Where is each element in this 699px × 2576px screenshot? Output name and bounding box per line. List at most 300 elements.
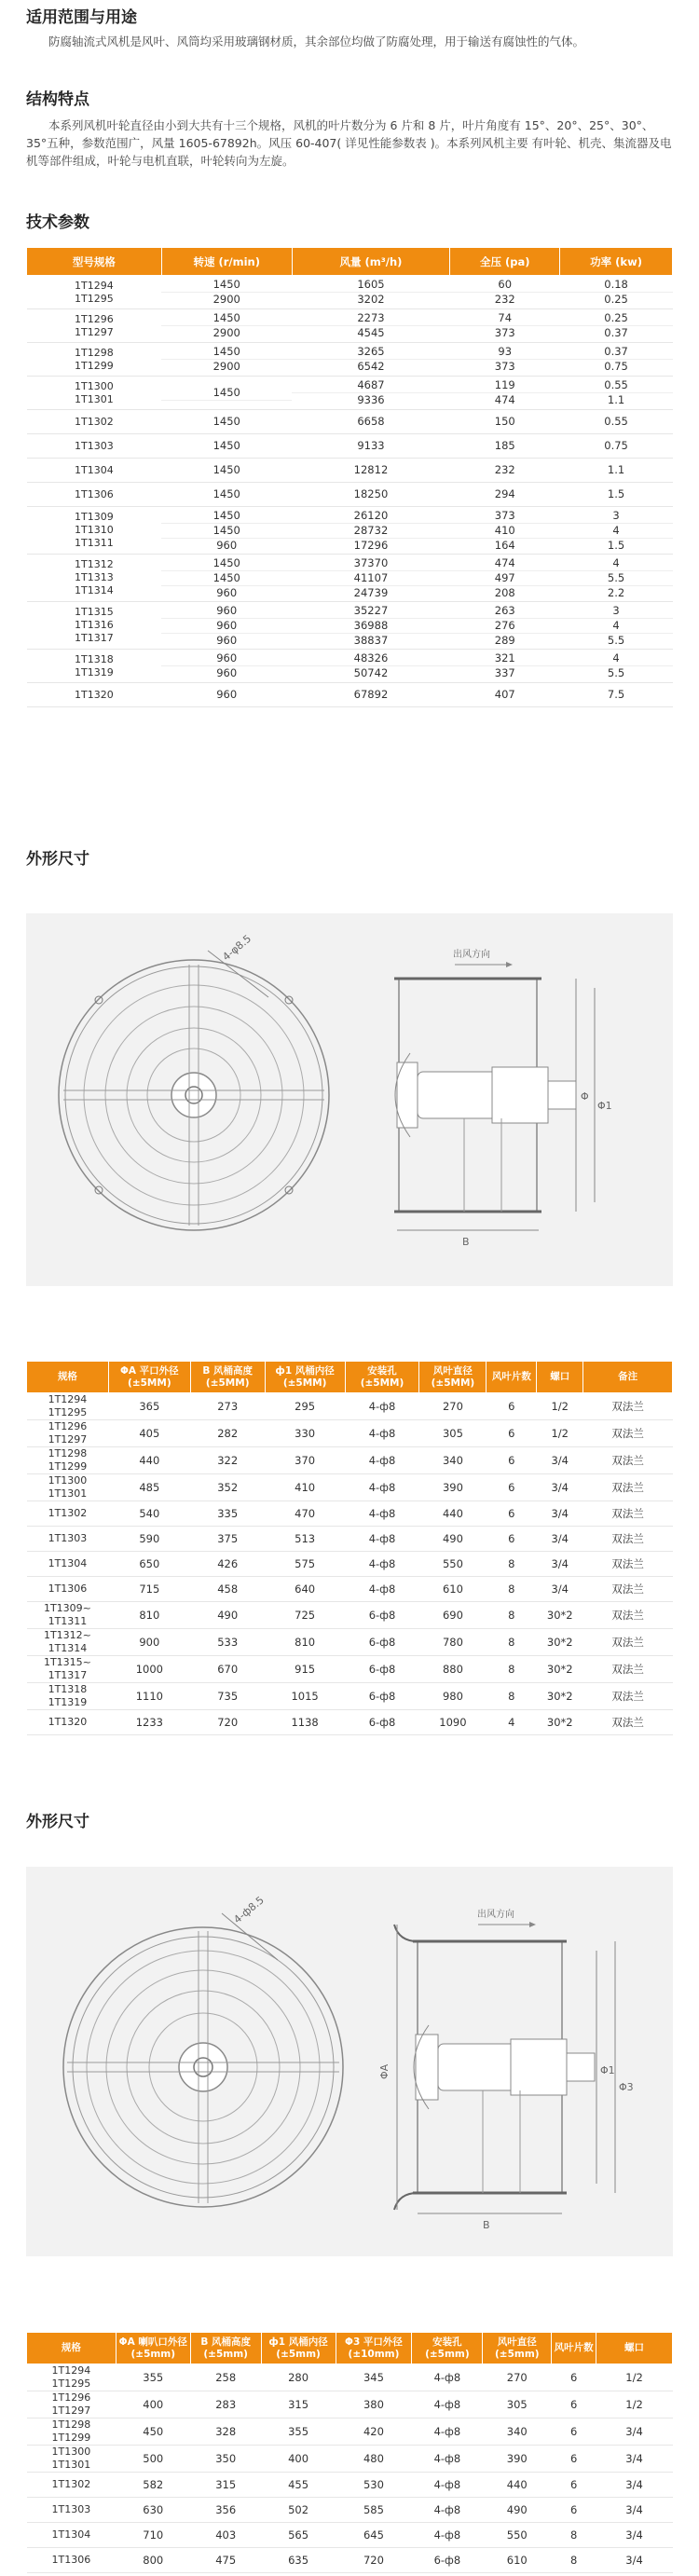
value-line: 150 (494, 415, 515, 428)
value-cell (161, 555, 292, 602)
model-cell (27, 1602, 109, 1629)
value-cell: 1090 (419, 1710, 487, 1735)
model-name: 1T1306 (48, 1583, 88, 1595)
value-cell: 490 (483, 2498, 552, 2523)
value-cell: 4-ф8 (412, 2498, 483, 2523)
value-line: 960 (216, 633, 238, 647)
flow-label-1: 出风方向 (453, 950, 490, 960)
model-name: 1T1299 (75, 359, 114, 372)
model-cell (27, 377, 162, 410)
value-cell (161, 683, 292, 707)
value-cell: 400 (116, 2391, 190, 2418)
value-cell (161, 650, 292, 683)
value-cell: 780 (419, 1629, 487, 1656)
value-cell: 6-ф8 (412, 2548, 483, 2573)
value-cell: 630 (116, 2498, 190, 2523)
value-line: 960 (161, 651, 292, 666)
value-line: 119 (450, 378, 560, 393)
model-name: 1T1306 (51, 2554, 91, 2566)
dim_table2-header-cell: 规格 (27, 2333, 116, 2364)
value-cell: 双法兰 (583, 1501, 673, 1527)
fan-drawing-1-svg (26, 913, 673, 1286)
model-cell (27, 2446, 116, 2473)
table-row (27, 1474, 673, 1501)
value-line: 1450 (161, 345, 292, 360)
value-line: 38837 (353, 633, 389, 647)
value-cell: 490 (190, 1602, 265, 1629)
value-cell (450, 683, 560, 707)
value-cell (450, 507, 560, 555)
value-cell: 645 (336, 2523, 412, 2548)
table-row (27, 2364, 673, 2391)
table-row (27, 2473, 673, 2498)
value-line: 93 (450, 345, 560, 360)
value-cell: 双法兰 (583, 1577, 673, 1602)
value-cell: 8 (487, 1683, 537, 1710)
value-cell (161, 343, 292, 377)
value-cell (292, 483, 450, 507)
value-cell: 720 (336, 2548, 412, 2573)
model-cell (27, 683, 162, 707)
value-line: 36988 (292, 619, 450, 634)
model-name: 1T1302 (75, 415, 114, 428)
value-cell (450, 459, 560, 483)
model-name: 1T1310 (75, 524, 114, 536)
value-cell: 6 (552, 2473, 596, 2498)
value-line: 1450 (212, 415, 240, 428)
value-cell: 500 (116, 2446, 190, 2473)
value-cell: 470 (265, 1501, 345, 1527)
value-cell: 1000 (108, 1656, 190, 1683)
value-cell: 380 (336, 2391, 412, 2418)
fan-side-view (394, 948, 612, 1248)
value-cell: 4-ф8 (412, 2523, 483, 2548)
value-line: 185 (494, 439, 515, 452)
table-row (27, 1577, 673, 1602)
value-cell: 4-ф8 (412, 2446, 483, 2473)
value-line: 2900 (212, 293, 240, 306)
value-line: 37370 (292, 556, 450, 571)
value-cell: 双法兰 (583, 1447, 673, 1474)
value-line: 1450 (161, 311, 292, 326)
value-line: 474 (494, 393, 515, 406)
value-cell: 4-ф8 (345, 1420, 419, 1447)
tech-table (26, 247, 673, 707)
value-line: 294 (494, 487, 515, 500)
table-row (27, 343, 673, 377)
model-cell (27, 1420, 109, 1447)
value-cell (450, 434, 560, 459)
model-name: 1T1295 (48, 1406, 88, 1418)
phia-label-2: ΦA (378, 2063, 391, 2079)
model-name: 1T1296 (48, 1420, 88, 1432)
value-cell: 3/4 (596, 2446, 673, 2473)
value-line: 6658 (357, 415, 385, 428)
usage-title: 适用范围与用途 (26, 8, 137, 27)
value-cell: 双法兰 (583, 1710, 673, 1735)
value-cell: 3/4 (537, 1447, 583, 1474)
dim_table1-header-cell: 风叶直径 (±5MM) (419, 1362, 487, 1393)
model-name: 1T1302 (48, 1507, 88, 1519)
value-cell: 315 (261, 2391, 336, 2418)
value-cell (560, 309, 673, 343)
value-line: 1450 (161, 524, 292, 539)
value-cell (560, 276, 673, 309)
dim_table1-header-cell: 螺口 (537, 1362, 583, 1393)
value-cell: 双法兰 (583, 1629, 673, 1656)
tech-header-cell: 转速 (r/min) (161, 248, 292, 276)
value-line: 276 (450, 619, 560, 634)
value-cell: 3/4 (537, 1474, 583, 1501)
value-cell: 4-ф8 (345, 1527, 419, 1552)
value-cell: 426 (190, 1552, 265, 1577)
value-line: 3 (560, 604, 673, 619)
value-cell: 双法兰 (583, 1552, 673, 1577)
fan-drawing-1 (26, 913, 673, 1286)
value-cell: 3/4 (537, 1577, 583, 1602)
value-line: 474 (450, 556, 560, 571)
value-line: 960 (216, 538, 238, 552)
value-line: 497 (450, 571, 560, 586)
value-line: 410 (450, 524, 560, 539)
structure-title: 结构特点 (26, 90, 89, 109)
model-name: 1T1318 (75, 652, 114, 665)
value-line: 0.18 (560, 278, 673, 293)
value-line: 5.5 (560, 571, 673, 586)
model-name: 1T1311 (75, 537, 114, 549)
table-row (27, 1393, 673, 1420)
value-cell: 390 (419, 1474, 487, 1501)
model-name: 1T1303 (51, 2503, 91, 2515)
value-cell (450, 309, 560, 343)
value-cell: 4-ф8 (345, 1447, 419, 1474)
model-cell (27, 1447, 109, 1474)
value-cell: 400 (261, 2446, 336, 2473)
model-name: 1T1294 (75, 279, 114, 292)
model-cell (27, 1656, 109, 1683)
value-cell (560, 483, 673, 507)
dim_table1-header-cell: 备注 (583, 1362, 673, 1393)
model-name: 1T1304 (51, 2528, 91, 2541)
value-line: 2273 (292, 311, 450, 326)
tech-header-cell: 功率 (kw) (560, 248, 673, 276)
model-name: 1T1294 (48, 1393, 88, 1405)
value-cell: 322 (190, 1447, 265, 1474)
value-cell: 735 (190, 1683, 265, 1710)
model-cell (27, 1710, 109, 1735)
model-name: 1T1319 (48, 1696, 88, 1708)
value-line: 74 (450, 311, 560, 326)
value-cell: 4 (487, 1710, 537, 1735)
value-cell: 4-ф8 (345, 1552, 419, 1577)
value-cell: 715 (108, 1577, 190, 1602)
value-cell (292, 434, 450, 459)
dim-table-2 (26, 2332, 673, 2573)
value-cell: 3/4 (537, 1527, 583, 1552)
value-line: 4545 (357, 326, 385, 339)
value-line: 2.2 (607, 585, 625, 599)
value-line: 9336 (357, 393, 385, 406)
value-cell: 1233 (108, 1710, 190, 1735)
value-cell (161, 309, 292, 343)
structure-text: 本系列风机叶轮直径由小到大共有十三个规格，风机的叶片数分为 6 片和 8 片，叶片角度有 15°、20°、25°、30°、35°五种，参数范围广，风量 1605-67892h。风压 60-407( 详见性能参数表 )。本系列风机主要 有叶轮、机壳、集流器及电机等部件组成，叶轮与电机直联，叶轮转向为左旋。 (26, 118, 672, 168)
value-cell (161, 276, 292, 309)
value-cell: 双法兰 (583, 1602, 673, 1629)
value-cell: 540 (108, 1501, 190, 1527)
value-line: 35227 (292, 604, 450, 619)
dim_table2-header-cell: ΦA 喇叭口外径 (±5mm) (116, 2333, 190, 2364)
value-cell: 8 (487, 1577, 537, 1602)
model-name: 1T1300 (75, 379, 114, 392)
value-cell: 365 (108, 1393, 190, 1420)
value-cell: 270 (419, 1393, 487, 1420)
value-cell (560, 650, 673, 683)
model-cell (27, 309, 162, 343)
dim_table1-header-cell: B 风桶高度 (±5MM) (190, 1362, 265, 1393)
model-cell (27, 2548, 116, 2573)
table-row (27, 276, 673, 309)
model-cell (27, 1552, 109, 1577)
value-line: 1.5 (607, 538, 625, 552)
value-cell (292, 309, 450, 343)
dim_table1-header-cell: 风叶片数 (487, 1362, 537, 1393)
value-cell: 6 (552, 2364, 596, 2391)
value-cell: 1015 (265, 1683, 345, 1710)
value-line: 4 (560, 619, 673, 634)
model-cell (27, 1393, 109, 1420)
value-cell (292, 377, 450, 410)
value-cell (560, 410, 673, 434)
model-cell (27, 1527, 109, 1552)
value-cell: 650 (108, 1552, 190, 1577)
table-row (27, 1420, 673, 1447)
value-cell: 8 (487, 1629, 537, 1656)
value-cell (560, 602, 673, 650)
value-cell: 258 (190, 2364, 261, 2391)
value-cell (292, 683, 450, 707)
value-cell: 30*2 (537, 1602, 583, 1629)
flow-label-2: 出风方向 (477, 1910, 514, 1920)
dim_table2-header-cell: 螺口 (596, 2333, 673, 2364)
value-cell: 4-ф8 (412, 2473, 483, 2498)
model-name: 1T1296 (75, 312, 114, 325)
value-line: 5.5 (607, 633, 625, 647)
model-name: 1T1319 (75, 665, 114, 678)
value-cell (161, 459, 292, 483)
value-cell: 8 (487, 1656, 537, 1683)
model-cell (27, 459, 162, 483)
value-cell: 455 (261, 2473, 336, 2498)
value-cell: 6-ф8 (345, 1602, 419, 1629)
value-cell: 双法兰 (583, 1393, 673, 1420)
value-cell (161, 434, 292, 459)
model-cell (27, 2418, 116, 2446)
model-name: 1T1294 (51, 2364, 91, 2377)
model-name: 1T1312~ (43, 1629, 91, 1641)
value-cell: 双法兰 (583, 1474, 673, 1501)
value-cell: 440 (419, 1501, 487, 1527)
value-cell (450, 602, 560, 650)
value-cell (292, 276, 450, 309)
value-cell: 513 (265, 1527, 345, 1552)
value-cell: 725 (265, 1602, 345, 1629)
model-cell (27, 1501, 109, 1527)
value-cell: 458 (190, 1577, 265, 1602)
value-line: 3265 (292, 345, 450, 360)
value-cell: 30*2 (537, 1710, 583, 1735)
model-name: 1T1315 (75, 606, 114, 618)
value-cell: 420 (336, 2418, 412, 2446)
value-cell: 30*2 (537, 1629, 583, 1656)
value-cell: 4-ф8 (412, 2391, 483, 2418)
value-cell: 350 (190, 2446, 261, 2473)
value-line: 1450 (212, 463, 240, 476)
model-cell (27, 2473, 116, 2498)
value-line: 9133 (357, 439, 385, 452)
tech-header-cell: 型号规格 (27, 248, 162, 276)
value-cell: 440 (483, 2473, 552, 2498)
usage-text: 防腐轴流式风机是风叶、风筒均采用玻璃钢材质，其余部位均做了防腐处理，用于输送有腐蚀性的气体。 (48, 34, 585, 48)
value-line: 0.25 (604, 293, 628, 306)
model-cell (27, 1577, 109, 1602)
value-line: 1.1 (607, 463, 625, 476)
fan-front-view (59, 933, 329, 1230)
value-line: 12812 (353, 463, 389, 476)
table-row (27, 1602, 673, 1629)
value-line: 1.1 (607, 393, 625, 406)
value-cell (292, 343, 450, 377)
value-cell: 403 (190, 2523, 261, 2548)
table-row (27, 483, 673, 507)
table-row (27, 1683, 673, 1710)
table-row (27, 2418, 673, 2446)
dim-table-2-header (27, 2333, 673, 2364)
table-row (27, 555, 673, 602)
model-name: 1T1301 (51, 2459, 91, 2471)
value-cell: 3/4 (537, 1552, 583, 1577)
value-line: 960 (161, 604, 292, 619)
value-line: 1450 (212, 439, 240, 452)
value-cell: 980 (419, 1683, 487, 1710)
value-cell (161, 483, 292, 507)
value-line: 28732 (292, 524, 450, 539)
value-cell: 8 (487, 1552, 537, 1577)
value-cell (450, 343, 560, 377)
value-cell: 355 (116, 2364, 190, 2391)
holes-label-2: 4-ф8.5 (231, 1894, 267, 1926)
value-cell: 270 (483, 2364, 552, 2391)
value-cell: 6 (487, 1474, 537, 1501)
table-row (27, 434, 673, 459)
value-cell: 590 (108, 1527, 190, 1552)
value-line: 18250 (353, 487, 389, 500)
value-cell (560, 683, 673, 707)
value-cell: 282 (190, 1420, 265, 1447)
dim_table2-header-cell: Φ3 平口外径 (±10mm) (336, 2333, 412, 2364)
value-line: 60 (450, 278, 560, 293)
phi1-label-1: Φ1 (597, 1100, 612, 1112)
value-cell: 1/2 (596, 2391, 673, 2418)
value-line: 1450 (161, 386, 292, 401)
dim-table-1 (26, 1361, 673, 1735)
b-label-2: B (483, 2219, 490, 2231)
value-cell: 1/2 (596, 2364, 673, 2391)
value-line: 5.5 (607, 666, 625, 679)
model-name: 1T1298 (51, 2418, 91, 2431)
value-cell (161, 507, 292, 555)
value-cell: 4-ф8 (412, 2418, 483, 2446)
model-name: 1T1295 (51, 2377, 91, 2390)
value-line: 232 (494, 463, 515, 476)
value-line: 960 (216, 666, 238, 679)
value-cell: 440 (108, 1447, 190, 1474)
value-cell: 328 (190, 2418, 261, 2446)
value-cell: 480 (336, 2446, 412, 2473)
value-cell: 485 (108, 1474, 190, 1501)
value-cell: 双法兰 (583, 1683, 673, 1710)
value-cell: 1110 (108, 1683, 190, 1710)
model-name: 1T1315~ (43, 1656, 91, 1668)
value-cell: 295 (265, 1393, 345, 1420)
value-line: 1450 (212, 487, 240, 500)
model-cell (27, 483, 162, 507)
value-cell: 900 (108, 1629, 190, 1656)
model-cell (27, 2391, 116, 2418)
holes-label-1: 4-φ8.5 (220, 932, 254, 964)
model-name: 1T1317 (75, 632, 114, 644)
value-cell (560, 377, 673, 410)
model-cell (27, 410, 162, 434)
value-cell: 3/4 (596, 2473, 673, 2498)
value-cell: 3/4 (596, 2548, 673, 2573)
value-cell (292, 650, 450, 683)
value-cell: 810 (108, 1602, 190, 1629)
value-cell: 575 (265, 1552, 345, 1577)
value-cell: 610 (483, 2548, 552, 2573)
value-line: 0.37 (604, 326, 628, 339)
model-name: 1T1296 (51, 2391, 91, 2404)
model-name: 1T1304 (75, 463, 114, 476)
table-row (27, 2548, 673, 2573)
model-name: 1T1320 (75, 688, 114, 701)
model-name: 1T1304 (48, 1557, 88, 1569)
model-name: 1T1297 (75, 325, 114, 338)
value-cell: 475 (190, 2548, 261, 2573)
table-row (27, 1527, 673, 1552)
value-line: 960 (216, 585, 238, 599)
model-cell (27, 555, 162, 602)
model-name: 1T1299 (48, 1460, 88, 1473)
value-line: 373 (450, 509, 560, 524)
value-cell (450, 276, 560, 309)
value-cell: 4-ф8 (345, 1501, 419, 1527)
value-cell: 280 (261, 2364, 336, 2391)
table-row (27, 1447, 673, 1474)
dim1-title: 外形尺寸 (26, 850, 89, 869)
value-cell: 6-ф8 (345, 1629, 419, 1656)
value-cell: 370 (265, 1447, 345, 1474)
value-cell: 6 (487, 1447, 537, 1474)
value-cell: 8 (552, 2548, 596, 2573)
value-cell: 6 (487, 1501, 537, 1527)
value-line: 289 (494, 633, 515, 647)
model-name: 1T1303 (75, 439, 114, 452)
value-line: 6542 (357, 360, 385, 373)
value-cell: 3/4 (596, 2418, 673, 2446)
table-row (27, 2446, 673, 2473)
model-name: 1T1300 (48, 1474, 88, 1487)
value-cell: 6-ф8 (345, 1710, 419, 1735)
